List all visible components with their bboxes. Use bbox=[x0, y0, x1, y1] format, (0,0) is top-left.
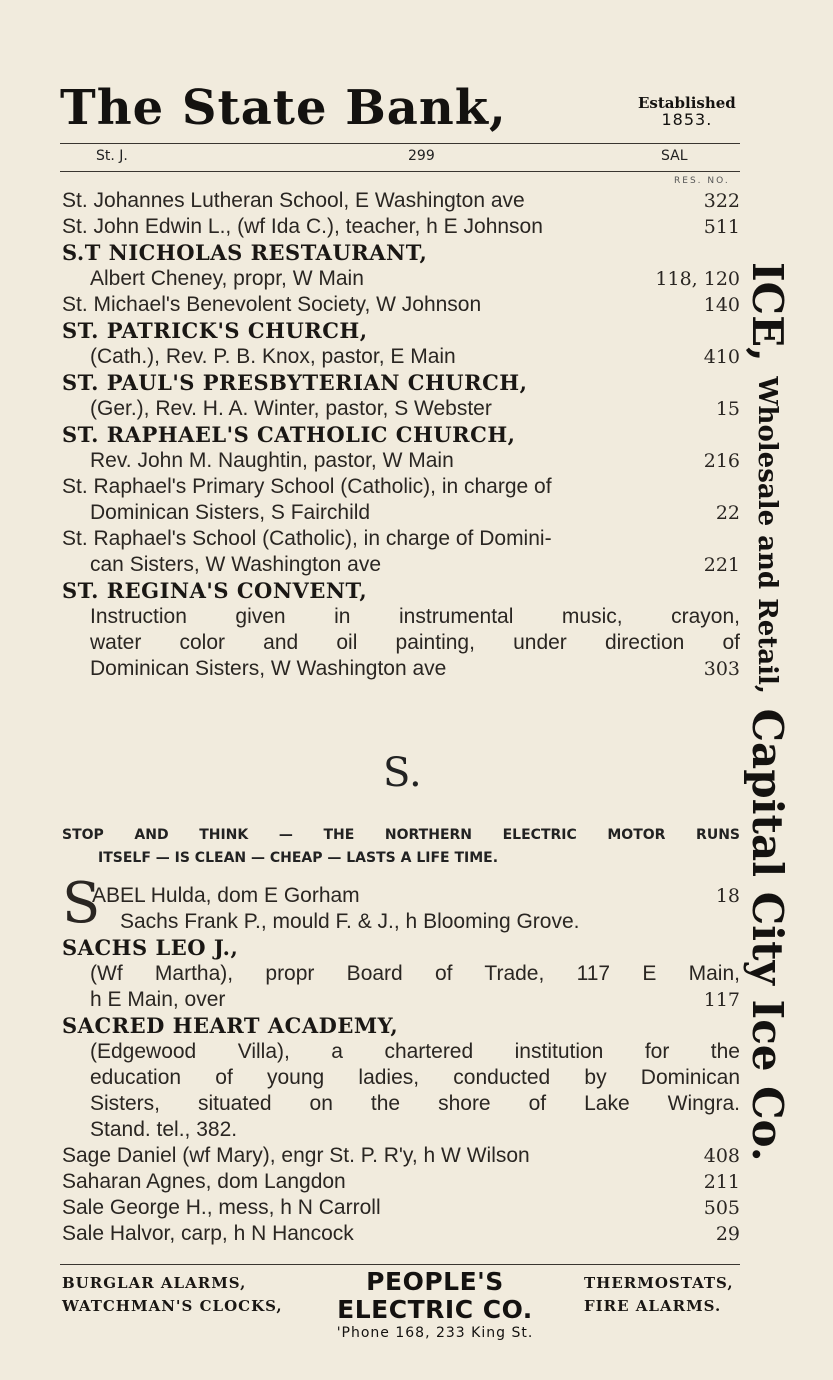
listing-text: (Edgewood Villa), a chartered institution for the bbox=[90, 1040, 740, 1063]
listing-text: (Cath.), Rev. P. B. Knox, pastor, E Main bbox=[90, 345, 456, 368]
promo-line-2: ITSELF — IS CLEAN — CHEAP — LASTS A LIFE TIME. bbox=[98, 850, 499, 866]
res-number: 117 bbox=[703, 989, 740, 1011]
listing-text: Sachs Frank P., mould F. & J., h Blooming Grove. bbox=[120, 910, 580, 933]
listing-text: Dominican Sisters, S Fairchild bbox=[90, 501, 371, 524]
res-number: 29 bbox=[715, 1223, 740, 1245]
res-number: 408 bbox=[703, 1145, 740, 1167]
listing-line bbox=[62, 604, 740, 630]
established-label: Established bbox=[638, 94, 736, 112]
side-advert-wholesale: Wholesale and Retail, bbox=[752, 376, 782, 695]
listing-line bbox=[62, 1143, 740, 1169]
res-number: 511 bbox=[703, 216, 740, 238]
footer-fire-alarms: FIRE ALARMS. bbox=[584, 1297, 722, 1315]
st-entries-list bbox=[62, 188, 740, 682]
header-rule-top bbox=[60, 143, 740, 144]
listing-line bbox=[62, 961, 740, 987]
footer-company bbox=[302, 1268, 568, 1342]
listing-line bbox=[62, 909, 740, 935]
res-number: 15 bbox=[715, 398, 740, 420]
drop-cap: S bbox=[62, 871, 101, 936]
listing-heading bbox=[62, 422, 740, 448]
listing-line bbox=[62, 1169, 740, 1195]
listing-text: St. John Edwin L., (wf Ida C.), teacher, h E Johnson bbox=[62, 215, 543, 238]
footer-company-name: PEOPLE'S ELECTRIC CO. bbox=[337, 1267, 533, 1324]
listing-line bbox=[62, 396, 740, 422]
listing-heading bbox=[62, 240, 740, 266]
listing-text: ST. PATRICK'S CHURCH, bbox=[62, 318, 368, 343]
bank-advert-title: The State Bank, bbox=[60, 80, 507, 136]
listing-text: SACHS LEO J., bbox=[62, 935, 239, 960]
res-number: 18 bbox=[715, 885, 740, 907]
section-letter: S. bbox=[383, 750, 422, 796]
footer-thermostats: THERMOSTATS, bbox=[584, 1274, 734, 1292]
listing-text: Sale George H., mess, h N Carroll bbox=[62, 1196, 381, 1219]
listing-text: ST. REGINA'S CONVENT, bbox=[62, 578, 368, 603]
listing-text: education of young ladies, conducted by Dominican bbox=[90, 1066, 740, 1089]
listing-text: Saharan Agnes, dom Langdon bbox=[62, 1170, 346, 1193]
res-number: 22 bbox=[715, 502, 740, 524]
promo-line-1: STOP AND THINK — THE NORTHERN ELECTRIC MOTOR RUNS bbox=[62, 827, 740, 843]
listing-line bbox=[62, 214, 740, 240]
side-advert-ice: ICE, bbox=[743, 262, 792, 362]
listing-text: Albert Cheney, propr, W Main bbox=[90, 267, 364, 290]
running-head-right: SAL bbox=[661, 148, 688, 164]
listing-line bbox=[62, 292, 740, 318]
listing-line bbox=[62, 344, 740, 370]
listing-line bbox=[62, 1117, 740, 1143]
listing-line bbox=[62, 526, 740, 552]
listing-text: St. Raphael's School (Catholic), in charge of Domini- bbox=[62, 527, 552, 550]
listing-text: SACRED HEART ACADEMY, bbox=[62, 1013, 399, 1038]
footer-watchmans-clocks: WATCHMAN'S CLOCKS, bbox=[62, 1297, 283, 1315]
listing-line bbox=[62, 500, 740, 526]
listing-text: (Ger.), Rev. H. A. Winter, pastor, S Webster bbox=[90, 397, 492, 420]
listing-heading bbox=[62, 370, 740, 396]
listing-line bbox=[62, 1195, 740, 1221]
listing-text: St. Raphael's Primary School (Catholic), in charge of bbox=[62, 475, 552, 498]
listing-text: Instruction given in instrumental music, crayon, bbox=[90, 605, 740, 628]
res-number: 211 bbox=[703, 1171, 740, 1193]
res-number: 221 bbox=[703, 554, 740, 576]
listing-text: h E Main, over bbox=[90, 988, 226, 1011]
listing-line bbox=[62, 1091, 740, 1117]
listing-heading bbox=[62, 1013, 740, 1039]
listing-text: Stand. tel., 382. bbox=[90, 1118, 238, 1141]
footer-rule bbox=[60, 1264, 740, 1265]
listing-line bbox=[62, 448, 740, 474]
listing-text: can Sisters, W Washington ave bbox=[90, 553, 382, 576]
listing-line bbox=[62, 656, 740, 682]
established-note bbox=[638, 96, 736, 128]
listing-text: Dominican Sisters, W Washington ave bbox=[90, 657, 447, 680]
res-no-label: RES. NO. bbox=[674, 176, 730, 186]
footer-burglar-alarms: BURGLAR ALARMS, bbox=[62, 1274, 247, 1292]
listing-text: St. Johannes Lutheran School, E Washington ave bbox=[62, 189, 525, 212]
res-number: 303 bbox=[703, 658, 740, 680]
res-number: 505 bbox=[703, 1197, 740, 1219]
footer-left-services bbox=[62, 1272, 283, 1318]
listing-text: ABEL Hulda, dom E Gorham bbox=[92, 884, 360, 907]
listing-line bbox=[62, 1065, 740, 1091]
listing-line bbox=[62, 552, 740, 578]
res-number: 410 bbox=[703, 346, 740, 368]
res-number: 118, 120 bbox=[655, 268, 740, 290]
footer-phone-address: 'Phone 168, 233 King St. bbox=[336, 1325, 534, 1341]
res-number: 322 bbox=[703, 190, 740, 212]
footer-right-services bbox=[584, 1272, 734, 1318]
listing-text: (Wf Martha), propr Board of Trade, 117 E Main, bbox=[90, 962, 740, 985]
listing-text: Rev. John M. Naughtin, pastor, W Main bbox=[90, 449, 454, 472]
listing-line bbox=[62, 1039, 740, 1065]
listing-line bbox=[62, 987, 740, 1013]
res-number: 140 bbox=[703, 294, 740, 316]
listing-line bbox=[62, 188, 740, 214]
listing-heading bbox=[62, 318, 740, 344]
listing-text: Sisters, situated on the shore of Lake Wingra. bbox=[90, 1092, 740, 1115]
sa-entries-list bbox=[62, 883, 740, 1247]
listing-text: ST. PAUL'S PRESBYTERIAN CHURCH, bbox=[62, 370, 528, 395]
established-year: 1853. bbox=[661, 110, 713, 129]
listing-line bbox=[62, 1221, 740, 1247]
listing-heading bbox=[62, 935, 740, 961]
listing-text: Sage Daniel (wf Mary), engr St. P. R'y, h W Wilson bbox=[62, 1144, 530, 1167]
listing-line bbox=[62, 266, 740, 292]
listing-heading bbox=[62, 578, 740, 604]
listing-text: St. Michael's Benevolent Society, W Johnson bbox=[62, 293, 482, 316]
listing-text: ST. RAPHAEL'S CATHOLIC CHURCH, bbox=[62, 422, 516, 447]
listing-text: water color and oil painting, under direction of bbox=[90, 631, 740, 654]
listing-text: Sale Halvor, carp, h N Hancock bbox=[62, 1222, 354, 1245]
running-head-left: St. J. bbox=[96, 148, 128, 164]
side-advert-company: Capital City Ice Co. bbox=[743, 708, 792, 1162]
listing-text: S.T NICHOLAS RESTAURANT, bbox=[62, 240, 428, 265]
side-ice-advert bbox=[738, 92, 796, 1332]
promo-notice bbox=[62, 824, 740, 870]
res-number: 216 bbox=[703, 450, 740, 472]
page-number: 299 bbox=[408, 148, 435, 164]
listing-line bbox=[62, 883, 740, 909]
listing-line bbox=[62, 630, 740, 656]
listing-line bbox=[62, 474, 740, 500]
header-rule-bottom bbox=[60, 171, 740, 172]
